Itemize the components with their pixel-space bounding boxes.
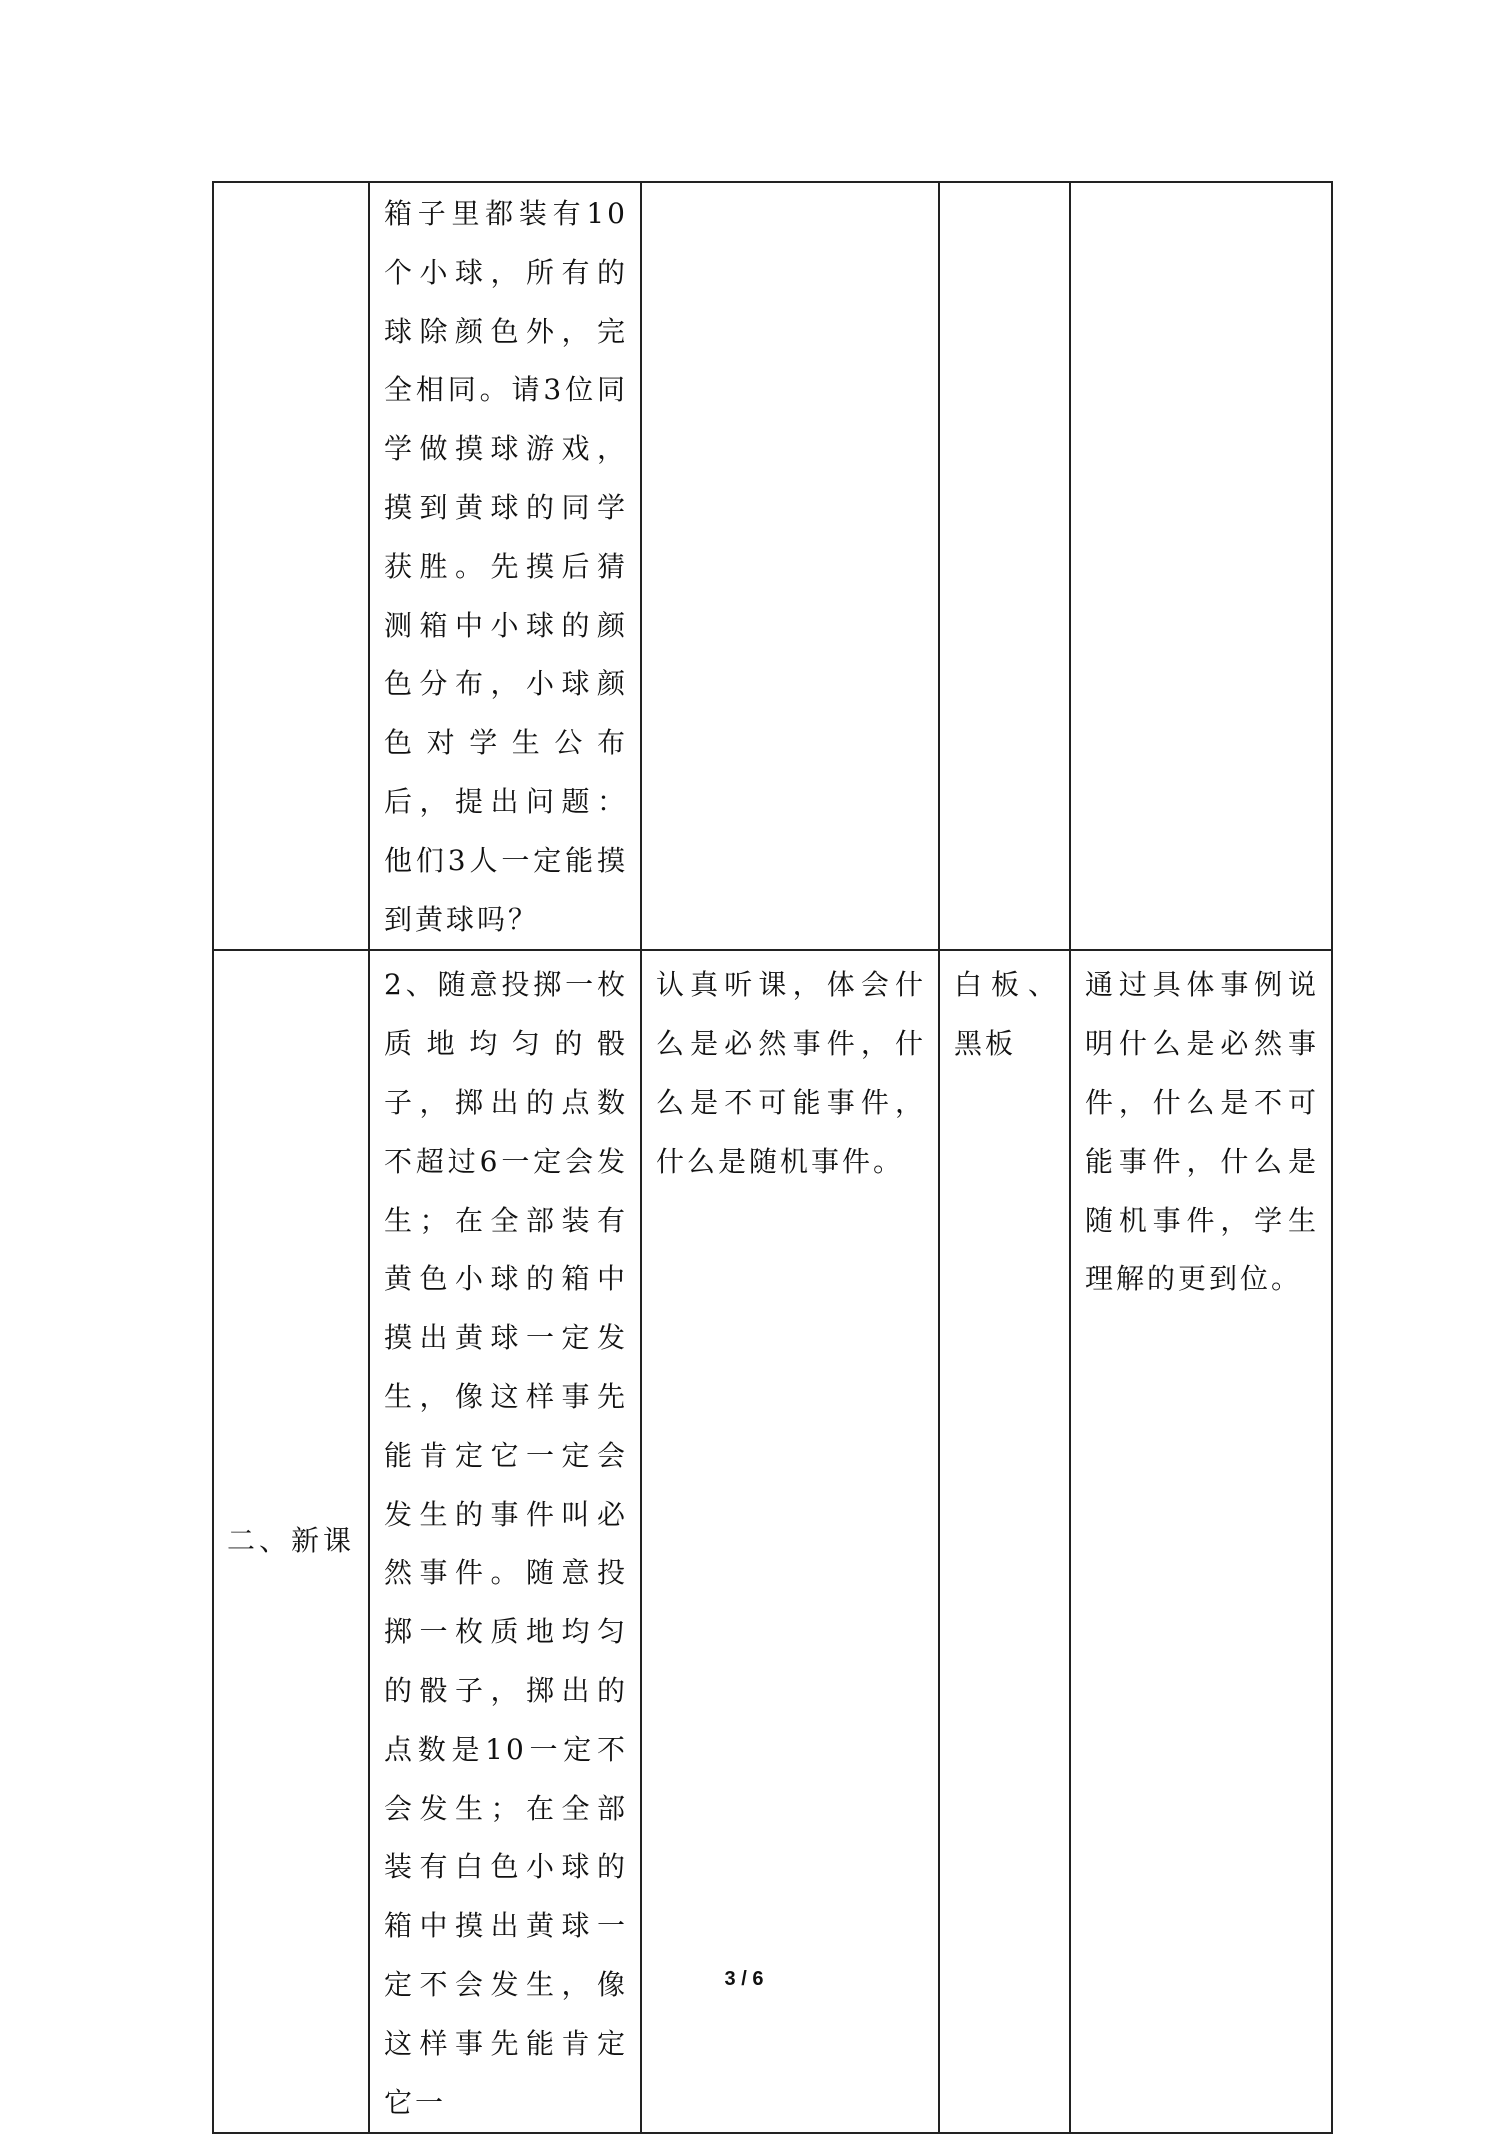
media-text: 白板、黑板 — [954, 968, 1059, 1061]
design-purpose-cell — [1070, 182, 1332, 950]
media-cell — [939, 950, 1070, 2133]
teacher-activity-text: 2、随意投掷一枚质地均匀的骰子，掷出的点数不超过6一定会发生；在全部装有黄色小球的箱中摸出黄球一定发生，像这样事先能肯定它一定会发生的事件叫必然事件。随意投掷一枚质地均匀的骰子，掷出的点数是10一定不会发生；在全部装有白色小球的箱中摸出黄球一定不会发生，像这样事先能肯定它一 — [384, 968, 628, 2119]
page-number: 3 / 6 — [724, 1968, 764, 1990]
student-activity-cell — [641, 182, 939, 950]
stage-text: 二、新课 — [226, 1524, 355, 1558]
stage-cell — [213, 950, 369, 2133]
lesson-plan-table — [212, 181, 1333, 2134]
design-purpose-text — [1071, 183, 1331, 188]
teacher-activity-cell — [369, 950, 641, 2133]
stage-cell — [213, 182, 369, 950]
table-row — [213, 950, 1332, 2133]
student-activity-cell — [641, 950, 939, 2133]
design-purpose-cell — [1070, 950, 1332, 2133]
student-activity-text: 认真听课，体会什么是必然事件，什么是不可能事件，什么是随机事件。 — [656, 968, 926, 1178]
teacher-activity-text: 箱子里都装有10个小球，所有的球除颜色外，完全相同。请3位同学做摸球游戏，摸到黄球的同学获胜。先摸后猜测箱中小球的颜色分布，小球颜色对学生公布后，提出问题：他们3人一定能摸到黄球吗？ — [384, 197, 628, 936]
student-activity-text — [642, 183, 938, 188]
teacher-activity-cell — [369, 182, 641, 950]
media-cell — [939, 182, 1070, 950]
table-row — [213, 182, 1332, 950]
media-text — [940, 183, 1069, 188]
design-purpose-text: 通过具体事例说明什么是必然事件，什么是不可能事件，什么是随机事件，学生理解的更到位。 — [1085, 968, 1319, 1296]
